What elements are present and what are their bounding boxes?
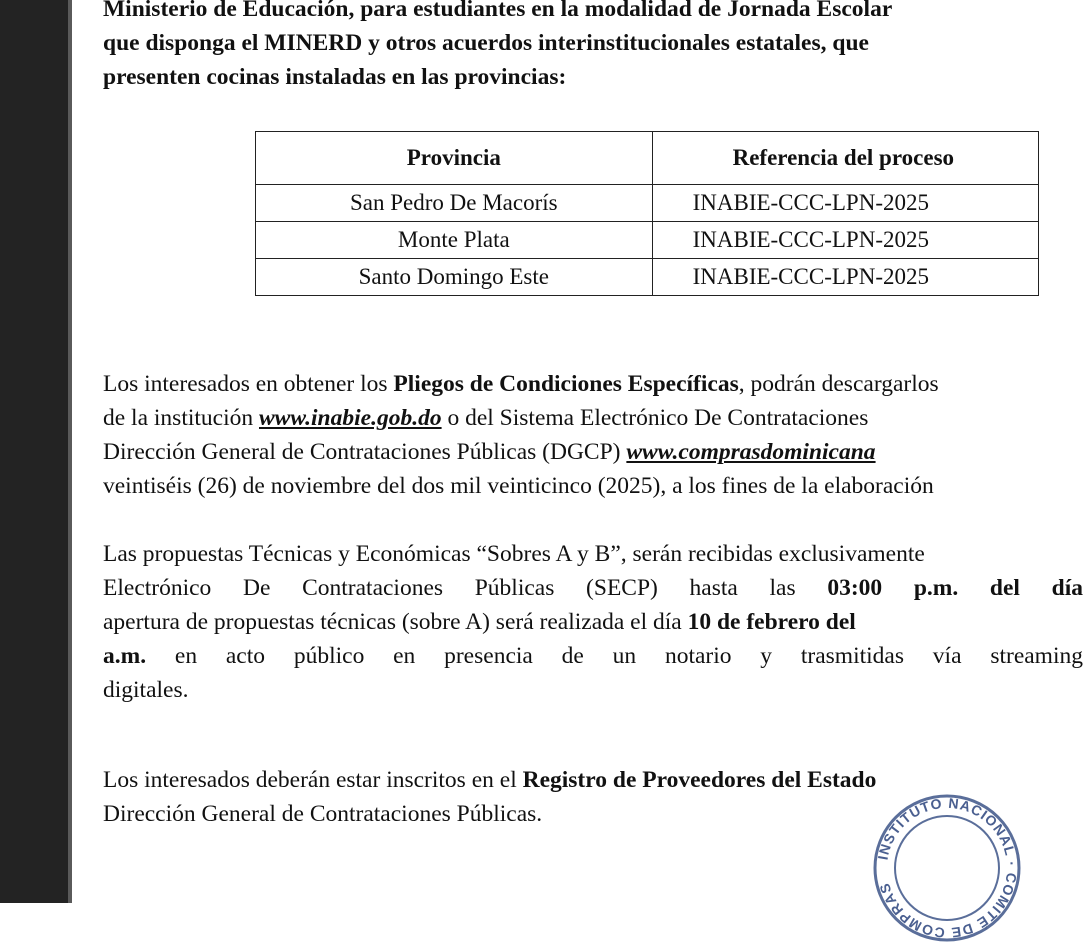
- para2-text: en acto público en presencia de un notario y trasmitidas vía streaming: [146, 643, 1083, 669]
- pliegos-bold: Pliegos de Condiciones Específicas: [393, 371, 739, 397]
- deadline-bold: 03:00 p.m. del día: [827, 575, 1083, 601]
- para2-line-5: digitales.: [103, 677, 189, 703]
- date-bold: 10 de febrero del: [687, 609, 856, 635]
- intro-line-3: presenten cocinas instaladas en las provincias:: [103, 64, 567, 90]
- para1-text: o del Sistema Electrónico De Contrataciones: [441, 405, 869, 431]
- para1-line-4: veintiséis (26) de noviembre del dos mil veinticinco (2025), a los fines de la elaboración: [103, 473, 934, 499]
- table-header-row: [256, 132, 1039, 185]
- para1-line-2: [103, 403, 868, 433]
- inabie-link[interactable]: www.inabie.gob.do: [259, 405, 442, 431]
- para2-line-3: [103, 607, 856, 637]
- para2-line-2: [103, 573, 1083, 603]
- table-cell-provincia: Santo Domingo Este: [256, 259, 653, 296]
- para1-text: Dirección General de Contrataciones Públicas (DGCP): [103, 439, 627, 465]
- para2-line-1: Las propuestas Técnicas y Económicas “Sobres A y B”, serán recibidas exclusivamente: [103, 541, 925, 567]
- para3-text: Los interesados deberán estar inscritos en el: [103, 767, 523, 793]
- table-cell-referencia: INABIE-CCC-LPN-2025: [652, 185, 1038, 222]
- table-header-provincia: Provincia: [256, 132, 653, 185]
- table-row: [256, 185, 1039, 222]
- para2-text: apertura de propuestas técnicas (sobre A) será realizada el día: [103, 609, 688, 635]
- intro-line-1: Ministerio de Educación, para estudiantes en la modalidad de Jornada Escolar: [103, 0, 893, 22]
- para1-text: de la institución: [103, 405, 259, 431]
- time-bold: a.m.: [103, 643, 147, 669]
- table-cell-referencia: INABIE-CCC-LPN-2025: [652, 259, 1038, 296]
- table-header-referencia: Referencia del proceso: [652, 132, 1038, 185]
- intro-line-2: que disponga el MINERD y otros acuerdos interinstitucionales estatales, que: [103, 30, 869, 56]
- compras-link[interactable]: www.comprasdominicana: [626, 439, 876, 465]
- para2-text: Electrónico De Contrataciones Públicas (SECP) hasta las: [103, 575, 828, 601]
- scan-left-margin: [0, 0, 72, 903]
- official-seal-stamp: [872, 793, 1022, 943]
- table-cell-provincia: Monte Plata: [256, 222, 653, 259]
- para1-line-3: [103, 437, 876, 467]
- table-cell-referencia: INABIE-CCC-LPN-2025: [652, 222, 1038, 259]
- registro-bold: Registro de Proveedores del Estado: [522, 767, 877, 793]
- para3-line-2: Dirección General de Contrataciones Públicas.: [103, 801, 543, 827]
- document-page: [72, 0, 1083, 903]
- table-row: [256, 259, 1039, 296]
- table-cell-provincia: San Pedro De Macorís: [256, 185, 653, 222]
- table-row: [256, 222, 1039, 259]
- para3-line-1: [103, 765, 876, 795]
- seal-text: INSTITUTO NACIONAL · COMITÉ DE COMPRAS: [874, 794, 1021, 942]
- para1-text: Los interesados en obtener los: [103, 371, 394, 397]
- para1-text: , podrán descargarlos: [738, 371, 939, 397]
- provinces-table: [255, 131, 1039, 296]
- para1-line-1: [103, 369, 939, 399]
- para2-line-4: [103, 641, 1083, 671]
